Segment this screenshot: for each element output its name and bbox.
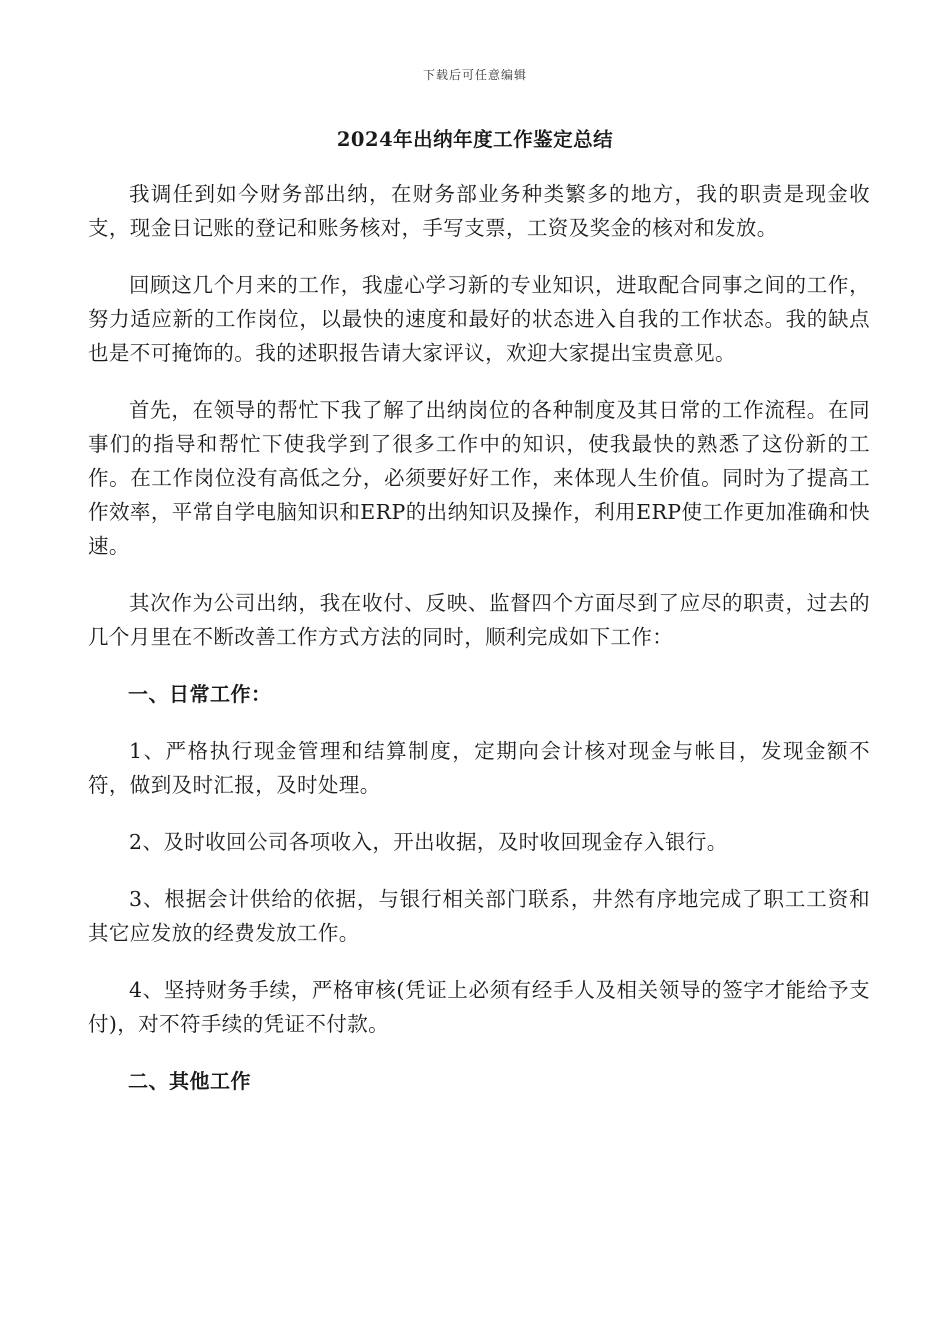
document-body xyxy=(88,177,870,1121)
header-note: 下载后可任意编辑 xyxy=(422,68,527,82)
paragraph-first: 首先，在领导的帮忙下我了解了出纳岗位的各种制度及其日常的工作流程。在同事们的指导和帮忙下使我学到了很多工作中的知识，使我最快的熟悉了这份新的工作。在工作岗位没有高低之分，必须要好好工作，来体现人生价值。同时为了提高工作效率，平常自学电脑知识和ERP的出纳知识及操作，利用ERP使工作更加准确和快速。 xyxy=(88,398,870,558)
paragraph-second: 其次作为公司出纳，我在收付、反映、监督四个方面尽到了应尽的职责，过去的几个月里在不断改善工作方式方法的同时，顺利完成如下工作： xyxy=(88,591,870,649)
section-heading-other-work: 二、其他工作 xyxy=(128,1069,251,1093)
list-item: 4、坚持财务手续，严格审核(凭证上必须有经手人及相关领导的签字才能给予支付)，对不符手续的凭证不付款。 xyxy=(88,978,870,1036)
paragraph-intro: 我调任到如今财务部出纳，在财务部业务种类繁多的地方，我的职责是现金收支，现金日记账的登记和账务核对，手写支票，工资及奖金的核对和发放。 xyxy=(88,182,870,240)
list-item: 2、及时收回公司各项收入，开出收据，及时收回现金存入银行。 xyxy=(129,830,728,854)
list-item: 1、严格执行现金管理和结算制度，定期向会计核对现金与帐目，发现金额不符，做到及时汇报，及时处理。 xyxy=(88,739,870,797)
paragraph-review: 回顾这几个月来的工作，我虚心学习新的专业知识，进取配合同事之间的工作，努力适应新的工作岗位，以最快的速度和最好的状态进入自我的工作状态。我的缺点也是不可掩饰的。我的述职报告请大家评议，欢迎大家提出宝贵意见。 xyxy=(88,273,870,365)
section-heading-daily-work: 一、日常工作： xyxy=(128,682,272,706)
list-item: 3、根据会计供给的依据，与银行相关部门联系，井然有序地完成了职工工资和其它应发放的经费发放工作。 xyxy=(88,887,870,945)
document-title: 2024年出纳年度工作鉴定总结 xyxy=(336,128,614,151)
